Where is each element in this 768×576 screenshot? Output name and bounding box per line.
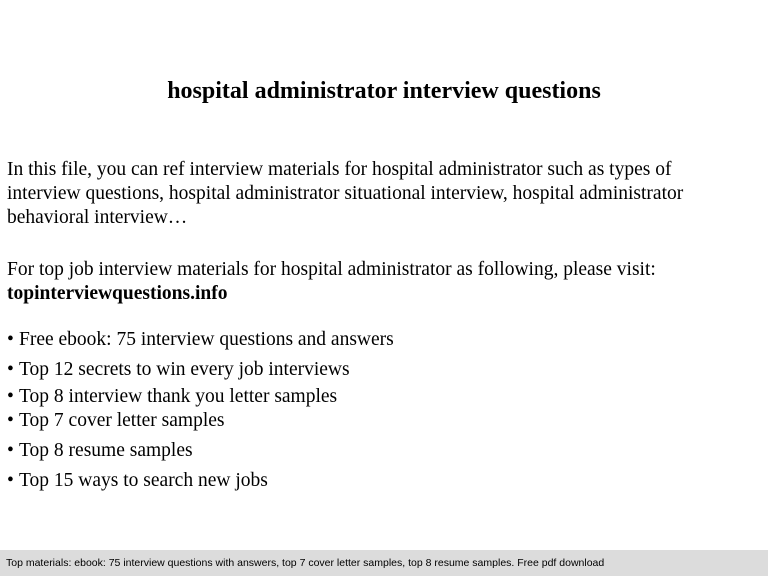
bullet-icon: • <box>7 410 14 431</box>
intro-line: In this file, you can ref interview materials for hospital administrator such as types of <box>7 159 672 180</box>
list-item <box>7 385 763 409</box>
intro-line: interview questions, hospital administrator situational interview, hospital administrator <box>7 183 684 204</box>
list-item-text: Free ebook: 75 interview questions and answers <box>19 329 394 350</box>
list-item <box>7 358 763 382</box>
list-item-text: Top 12 secrets to win every job interviews <box>19 359 350 380</box>
bullet-icon: • <box>7 329 14 350</box>
list-item <box>7 469 763 493</box>
bullet-icon: • <box>7 386 14 407</box>
site-link[interactable]: topinterviewquestions.info <box>7 283 228 304</box>
page-title: hospital administrator interview questions <box>167 78 601 104</box>
list-item-text: Top 8 resume samples <box>19 440 193 461</box>
list-item <box>7 409 763 433</box>
footer-bar: Top materials: ebook: 75 interview questions with answers, top 7 cover letter samples, top 8 resume samples. Free pdf download <box>0 550 768 576</box>
bullet-icon: • <box>7 470 14 491</box>
list-item-text: Top 15 ways to search new jobs <box>19 470 268 491</box>
bullet-icon: • <box>7 440 14 461</box>
visit-text: For top job interview materials for hospital administrator as following, please visit: <box>7 259 656 280</box>
intro-paragraph <box>7 158 763 230</box>
bullet-list <box>7 328 763 493</box>
intro-line: behavioral interview… <box>7 207 188 228</box>
bullet-icon: • <box>7 359 14 380</box>
list-item-text: Top 8 interview thank you letter samples <box>19 386 338 407</box>
visit-paragraph <box>7 258 763 306</box>
list-item <box>7 328 763 352</box>
list-item-text: Top 7 cover letter samples <box>19 410 225 431</box>
list-item <box>7 439 763 463</box>
